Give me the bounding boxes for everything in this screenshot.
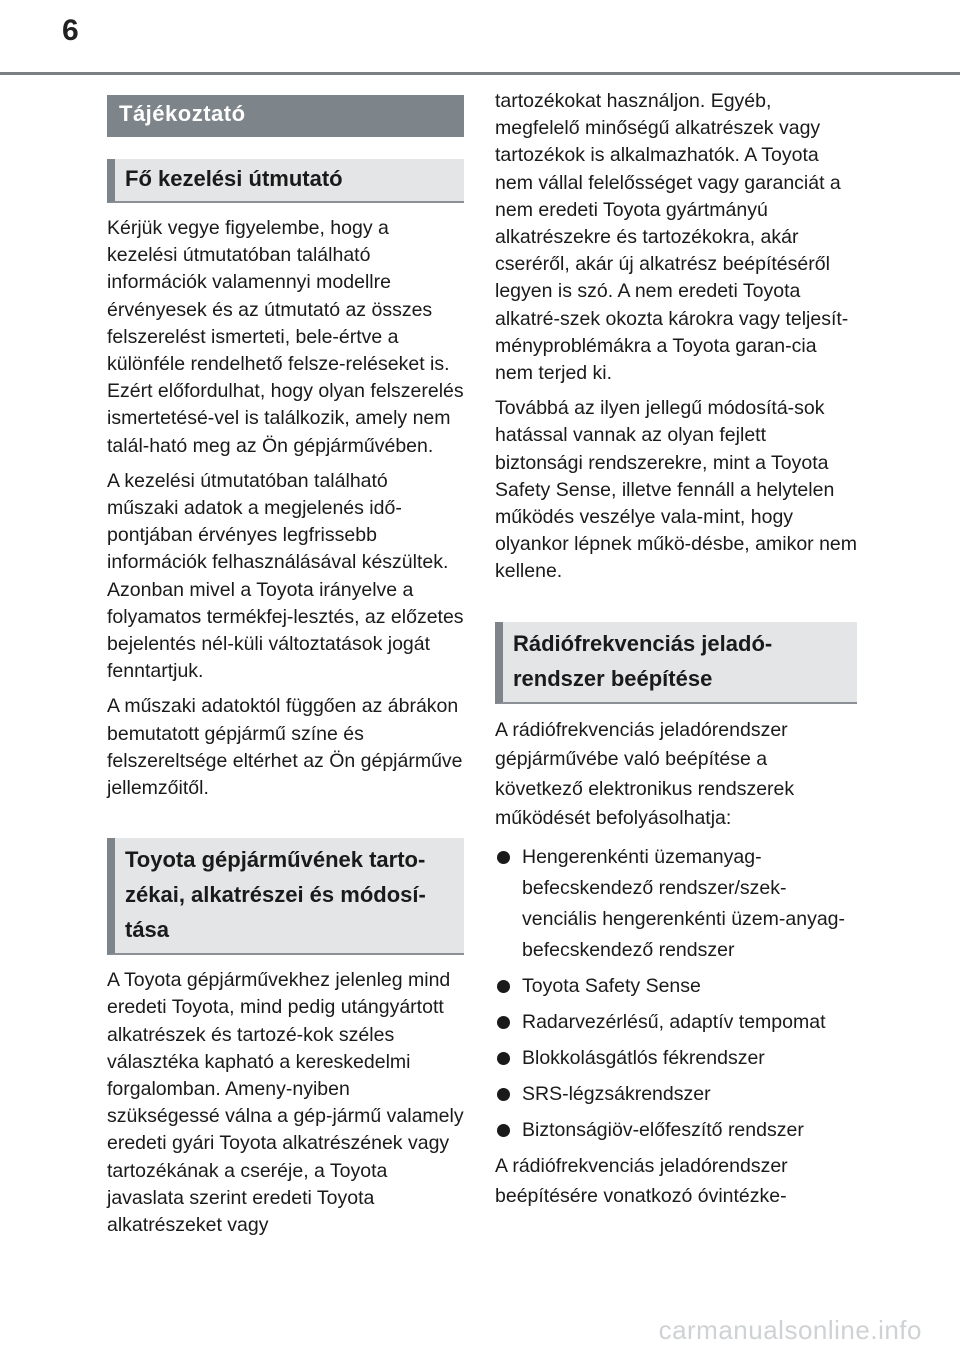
affected-systems-list [495, 842, 857, 1146]
right-column [495, 88, 857, 1219]
list-item: Hengerenkénti üzemanyag-befecskendező rendszer/szek-venciális hengerenkénti üzem-anyag-befecskendező rendszer [495, 842, 857, 966]
paragraph: A Toyota gépjárművekhez jelenleg mind eredeti Toyota, mind pedig utángyártott alkatrészek és tartozé-kok széles választéka kapható a kereskedelmi forgalomban. Ameny-nyiben szükségessé válna a gép-jármű valamely eredeti gyári Toyota alkatrészének vagy tartozékának a cseréje, a Toyota javaslata szerint eredeti Toyota alkatrészeket vagy [107, 969, 464, 1237]
heading-line: Toyota gépjárművének tarto- [125, 847, 426, 873]
paragraph: Továbbá az ilyen jellegű módosítá-sok hatással vannak az olyan fejlett biztonsági rendszerekre, mint a Toyota Safety Sense, illetve fennáll a helytelen működés veszélye vala-mint, hogy olyankor lépnek műkö-désbe, amikor nem kellene. [495, 397, 858, 583]
bullet-icon [497, 851, 510, 864]
bullet-icon [497, 1016, 510, 1029]
bullet-icon [497, 1052, 510, 1065]
paragraph: A kezelési útmutatóban található műszaki adatok a megjelenés idő-pontjában érvényes legfrissebb információk felhasználásával készültek. Azonban mivel a Toyota irányelve a folyamatos termékfej-lesztés, az előzetes bejelentés nél-küli változtatások jogát fenntartjuk. [107, 469, 464, 683]
paragraph: tartozékokat használjon. Egyéb, megfelelő minőségű alkatrészek vagy tartozékok is alkalmazhatók. A Toyota nem vállal felelősséget vagy garanciát a nem eredeti Toyota gyártmányú alkatrészekre és tartozékokra, akár cseréről, akár új alkatrész beépítéséről legyen is szó. A nem eredeti Toyota alkatré-szek okozta károkra vagy teljesít-ményproblémákra a Toyota garan-cia nem terjed ki. [495, 90, 849, 385]
chapter-title: Tájékoztató [107, 95, 464, 137]
list-item: Toyota Safety Sense [495, 971, 857, 1002]
left-column [107, 95, 464, 1247]
watermark: carmanualsonline.info [658, 1315, 922, 1345]
paragraph: Kérjük vegye figyelembe, hogy a kezelési útmutatóban található információk valamennyi modellre érvényesek és az útmutató az összes felszerelést ismerteti, bele-értve a különféle rendelhető felsze-reléseket is. Ezért előfordulhat, hogy olyan felszerelés ismertetésé-vel is találkozik, amely nem talál-ható meg az Ön gépjárművében. [107, 217, 464, 457]
heading-line: zékai, alkatrészei és módosí- [125, 882, 426, 908]
list-item: Biztonságiöv-előfeszítő rendszer [495, 1115, 857, 1146]
list-item: SRS-légzsákrendszer [495, 1079, 857, 1110]
bullet-icon [497, 1124, 510, 1137]
section-heading-accessories [107, 838, 464, 955]
list-item: Blokkolásgátlós fékrendszer [495, 1043, 857, 1074]
bullet-icon [497, 1088, 510, 1101]
paragraph: A rádiófrekvenciás jeladórendszer gépjárművébe való beépítése a következő elektronikus rendszerek működését befolyásolhatja: [495, 718, 795, 830]
bullet-icon [497, 980, 510, 993]
paragraph: A műszaki adatoktól függően az ábrákon bemutatott gépjármű színe és felszereltsége eltérhet az Ön gépjárműve jellemzőitől. [107, 695, 463, 800]
header-rule [0, 72, 960, 75]
section-heading-rf-transmitter [495, 622, 857, 704]
heading-line: rendszer beépítése [513, 665, 713, 691]
section-heading-main-manual: Fő kezelési útmutató [107, 159, 464, 203]
page-number: 6 [62, 14, 79, 47]
paragraph: A rádiófrekvenciás jeladórendszer beépítésére vonatkozó óvintézke- [495, 1155, 788, 1207]
list-item: Radarvezérlésű, adaptív tempomat [495, 1007, 857, 1038]
heading-line: Rádiófrekvenciás jeladó- [513, 630, 773, 656]
heading-line: tása [125, 917, 170, 943]
